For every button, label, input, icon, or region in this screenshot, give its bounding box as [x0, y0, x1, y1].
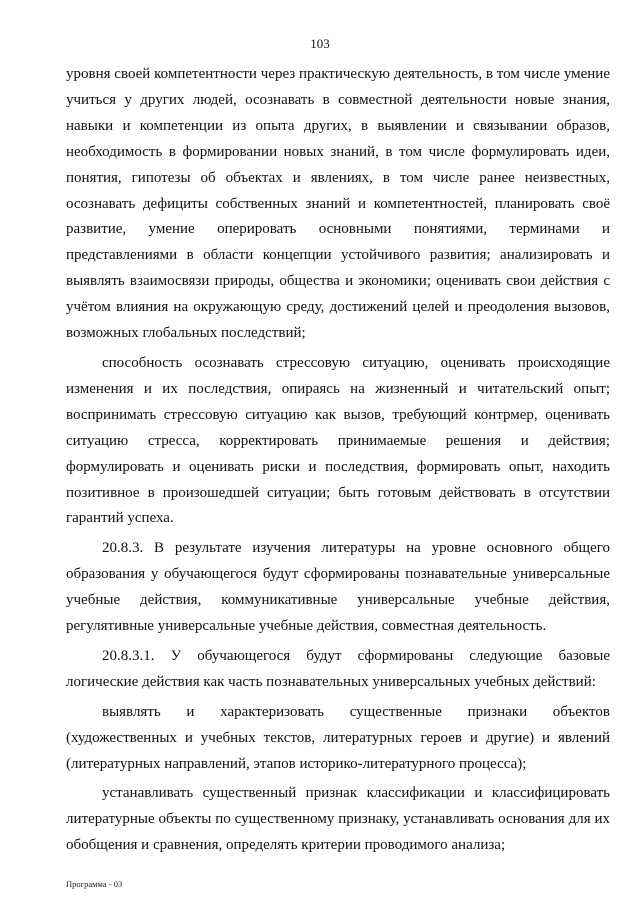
- paragraph-5-identify-characterize: выявлять и характеризовать существенные признаки объектов (художественных и учебных текстов, литературных героев и другие) и явлений (литературных направлений, этапов историко-литературного процесса);: [66, 703, 610, 772]
- document-body: [66, 62, 610, 859]
- paragraph-4-section-20-8-3-1: 20.8.3.1. У обучающегося будут сформированы следующие базовые логические действия как часть познавательных универсальных учебных действий:: [66, 647, 610, 690]
- paragraph-1-continuation: уровня своей компетентности через практическую деятельность, в том числе умение учиться у других людей, осознавать в совместной деятельности новые знания, навыки и компетенции из опыта других, в выявлении и связывании образов, необходимость в формировании новых знаний, в том числе формулировать идеи, понятия, гипотезы об объектах и явлениях, в том числе ранее неизвестных, осознавать дефициты собственных знаний и компетентностей, планировать своё развитие, умение оперировать основными понятиями, терминами и представлениями в области концепции устойчивого развития; анализировать и выявлять взаимосвязи природы, общества и экономики; оценивать свои действия с учётом влияния на окружающую среду, достижений целей и преодоления вызовов, возможных глобальных последствий;: [66, 66, 610, 342]
- page-number: 103: [310, 36, 330, 51]
- paragraph-2-stress-situation: способность осознавать стрессовую ситуацию, оценивать происходящие изменения и их последствия, опираясь на жизненный и читательский опыт; воспринимать стрессовую ситуацию как вызов, требующий контрмер, оценивать ситуацию стресса, корректировать принимаемые решения и действия; формулировать и оценивать риски и последствия, формировать опыт, находить позитивное в произошедшей ситуации; быть готовым действовать в отсутствии гарантий успеха.: [66, 354, 610, 527]
- footer-program-label: Программа - 03: [66, 879, 123, 889]
- paragraph-3-section-20-8-3: 20.8.3. В результате изучения литературы на уровне основного общего образования у обучающегося будут сформированы познавательные универсальные учебные действия, коммуникативные универсальные учебные действия, регулятивные универсальные учебные действия, совместная деятельность.: [66, 540, 610, 635]
- paragraph-6-classification: устанавливать существенный признак классификации и классифицировать литературные объекты по существенному признаку, устанавливать основания для их обобщения и сравнения, определять критерии проводимого анализа;: [66, 785, 610, 854]
